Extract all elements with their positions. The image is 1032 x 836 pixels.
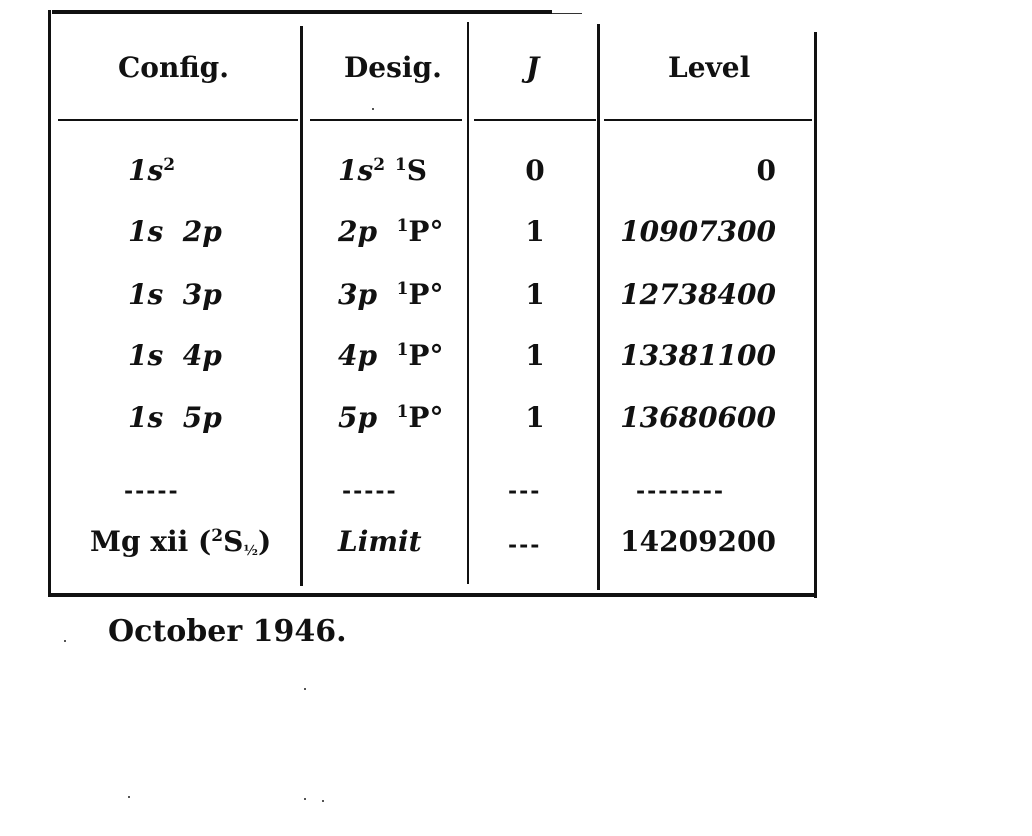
table-row	[0, 215, 1032, 248]
scan-speck	[304, 688, 306, 690]
desig-cell: 3p $^1$P°	[338, 278, 444, 311]
desig-cell: $1s^2$ $^1$S	[338, 154, 427, 187]
j-cell: 1	[525, 339, 545, 372]
header-rule	[604, 119, 812, 121]
desig-cell: 2p $^1$P°	[338, 215, 444, 248]
header-config: Config.	[118, 51, 230, 84]
j-cell: 0	[525, 154, 545, 187]
level-cell: 13680600	[620, 401, 776, 434]
footer-date: October 1946.	[108, 614, 347, 649]
header-rule	[310, 119, 462, 121]
table-row	[0, 339, 1032, 372]
table-border-bottom	[48, 593, 817, 597]
desig-cell: 4p $^1$P°	[338, 339, 444, 372]
header-desig: Desig.	[344, 51, 442, 84]
j-cell: 1	[525, 278, 545, 311]
limit-desig-cell: Limit	[338, 525, 422, 558]
desig-cell: 5p $^1$P°	[338, 401, 444, 434]
level-cell: 12738400	[620, 278, 776, 311]
header-rule	[58, 119, 298, 121]
table-row	[0, 278, 1032, 311]
scan-speck	[64, 640, 66, 642]
config-cell: 1s 3p	[128, 278, 222, 311]
table-row	[0, 154, 1032, 187]
limit-config-cell: Mg xii $(^2S_{\frac{1}{2}})$	[90, 525, 272, 559]
config-cell: 1s 5p	[128, 401, 222, 434]
level-cell: 0	[756, 154, 776, 187]
table-border-right	[814, 32, 817, 598]
config-cell: 1s 4p	[128, 339, 222, 372]
dash-level: --------	[636, 478, 726, 504]
dash-config: -----	[124, 478, 180, 504]
config-cell: $1s^2$	[128, 154, 176, 187]
header-j: J	[526, 51, 540, 84]
scan-speck	[128, 796, 130, 798]
table-border-top	[52, 10, 552, 14]
config-cell: 1s 2p	[128, 215, 222, 248]
scan-speck	[372, 108, 374, 110]
limit-j-cell: ---	[508, 532, 542, 558]
header-level: Level	[668, 51, 751, 84]
limit-row	[0, 525, 1032, 560]
limit-level-cell: 14209200	[620, 525, 776, 558]
level-cell: 10907300	[620, 215, 776, 248]
table-row	[0, 401, 1032, 434]
j-cell: 1	[525, 401, 545, 434]
dash-j: ---	[508, 478, 542, 504]
j-cell: 1	[525, 215, 545, 248]
scan-speck	[304, 798, 306, 800]
dash-desig: -----	[342, 478, 398, 504]
header-rule	[474, 119, 596, 121]
scan-speck	[322, 800, 324, 802]
table-border-top-thin	[552, 13, 582, 14]
level-cell: 13381100	[620, 339, 776, 372]
